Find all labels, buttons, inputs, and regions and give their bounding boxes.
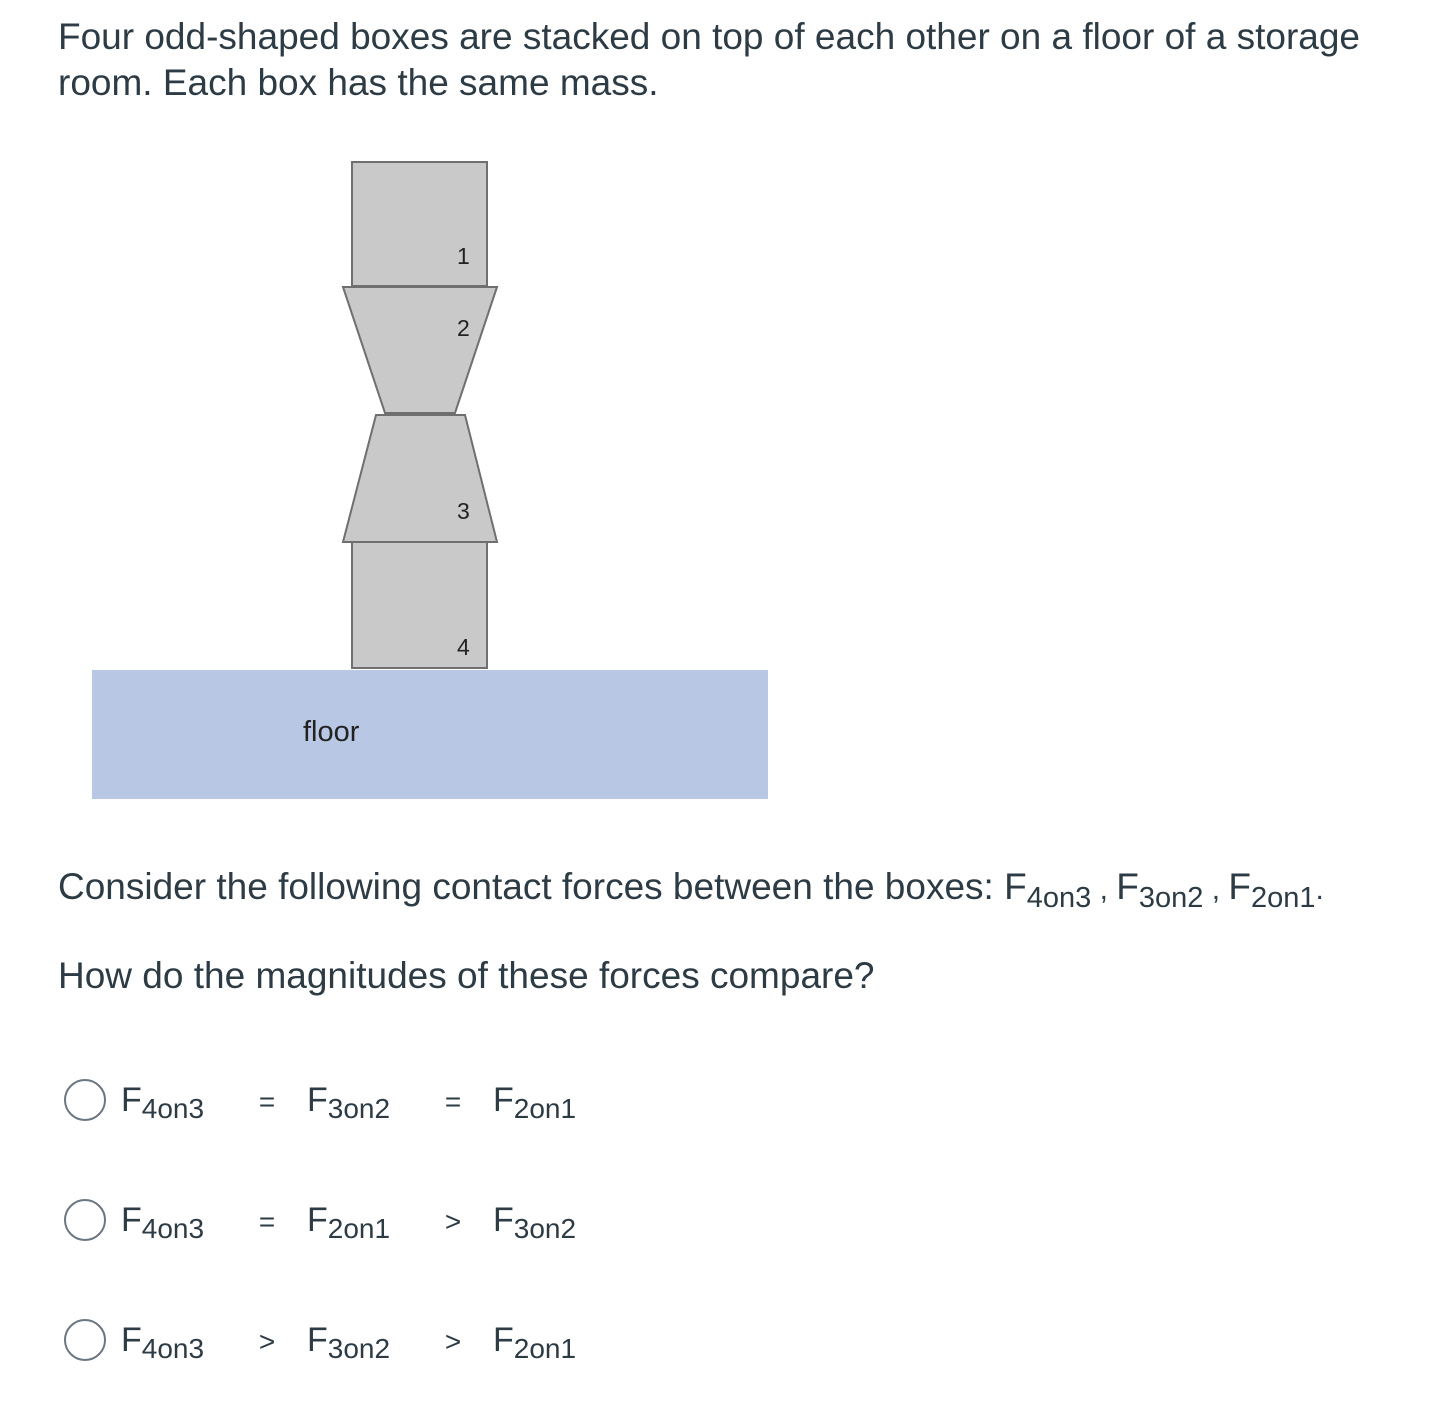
- comparison-operator: =: [258, 1205, 276, 1237]
- force-base: F: [121, 1200, 142, 1239]
- force-term: [307, 1080, 435, 1124]
- answer-option-3[interactable]: [64, 1314, 621, 1366]
- force-separator: ,: [1203, 873, 1229, 906]
- prompt-lead: Consider the following contact forces between the boxes:: [58, 866, 1005, 907]
- force-term: [121, 1080, 249, 1124]
- force-separator: ,: [1091, 873, 1117, 906]
- force-f2on1: [1228, 866, 1316, 914]
- force-subscript: 4on3: [1026, 882, 1092, 914]
- box-stack-figure: [0, 150, 800, 815]
- force-term: [307, 1200, 435, 1244]
- force-base: F: [493, 1320, 514, 1359]
- box-4-label: 4: [457, 634, 470, 660]
- force-base: F: [121, 1080, 142, 1119]
- force-base: F: [1228, 866, 1251, 907]
- comparison-operator: =: [258, 1085, 276, 1117]
- force-base: F: [307, 1080, 328, 1119]
- force-f4on3: [1004, 866, 1092, 914]
- force-term: [493, 1080, 621, 1124]
- box-1-label: 1: [457, 243, 470, 269]
- force-subscript: 3on2: [327, 1092, 391, 1124]
- force-term: [493, 1320, 621, 1364]
- question-prompt: [58, 864, 1324, 913]
- force-f3on2: [1116, 866, 1204, 914]
- force-base: F: [1004, 866, 1027, 907]
- answer-option-label: [121, 1320, 621, 1364]
- force-subscript: 3on2: [513, 1212, 577, 1244]
- question-ask: How do the magnitudes of these forces compare?: [58, 955, 875, 996]
- force-subscript: 2on1: [327, 1212, 391, 1244]
- force-term: [493, 1200, 621, 1244]
- answer-option-label: [121, 1200, 621, 1244]
- force-subscript: 4on3: [141, 1332, 205, 1364]
- force-base: F: [1116, 866, 1139, 907]
- box-2: [343, 287, 497, 413]
- question-intro: Four odd-shaped boxes are stacked on top of each other on a floor of a storage room. Each box has the same mass.: [58, 16, 1361, 103]
- answer-option-label: [121, 1080, 621, 1124]
- force-base: F: [307, 1320, 328, 1359]
- force-separator: .: [1315, 873, 1324, 906]
- force-base: F: [493, 1080, 514, 1119]
- box-stack-diagram: [0, 150, 800, 810]
- answer-option-1[interactable]: [64, 1074, 621, 1126]
- box-3-label: 3: [457, 498, 470, 524]
- force-term: [121, 1200, 249, 1244]
- floor-label: floor: [303, 716, 360, 748]
- comparison-operator: =: [444, 1085, 462, 1117]
- box-2-label: 2: [457, 315, 470, 341]
- force-subscript: 4on3: [141, 1092, 205, 1124]
- force-term: [121, 1320, 249, 1364]
- force-base: F: [121, 1320, 142, 1359]
- force-base: F: [493, 1200, 514, 1239]
- radio-button[interactable]: [64, 1319, 106, 1361]
- radio-button[interactable]: [64, 1199, 106, 1241]
- force-subscript: 4on3: [141, 1212, 205, 1244]
- comparison-operator: >: [444, 1205, 462, 1237]
- force-subscript: 3on2: [1138, 882, 1204, 914]
- comparison-operator: >: [444, 1325, 462, 1357]
- force-subscript: 2on1: [513, 1092, 577, 1124]
- force-term: [307, 1320, 435, 1364]
- answer-option-2[interactable]: [64, 1194, 621, 1246]
- force-subscript: 2on1: [513, 1332, 577, 1364]
- floor: [92, 670, 768, 799]
- force-base: F: [307, 1200, 328, 1239]
- force-subscript: 3on2: [327, 1332, 391, 1364]
- comparison-operator: >: [258, 1325, 276, 1357]
- radio-button[interactable]: [64, 1079, 106, 1121]
- force-subscript: 2on1: [1251, 882, 1316, 914]
- box-3: [343, 415, 497, 542]
